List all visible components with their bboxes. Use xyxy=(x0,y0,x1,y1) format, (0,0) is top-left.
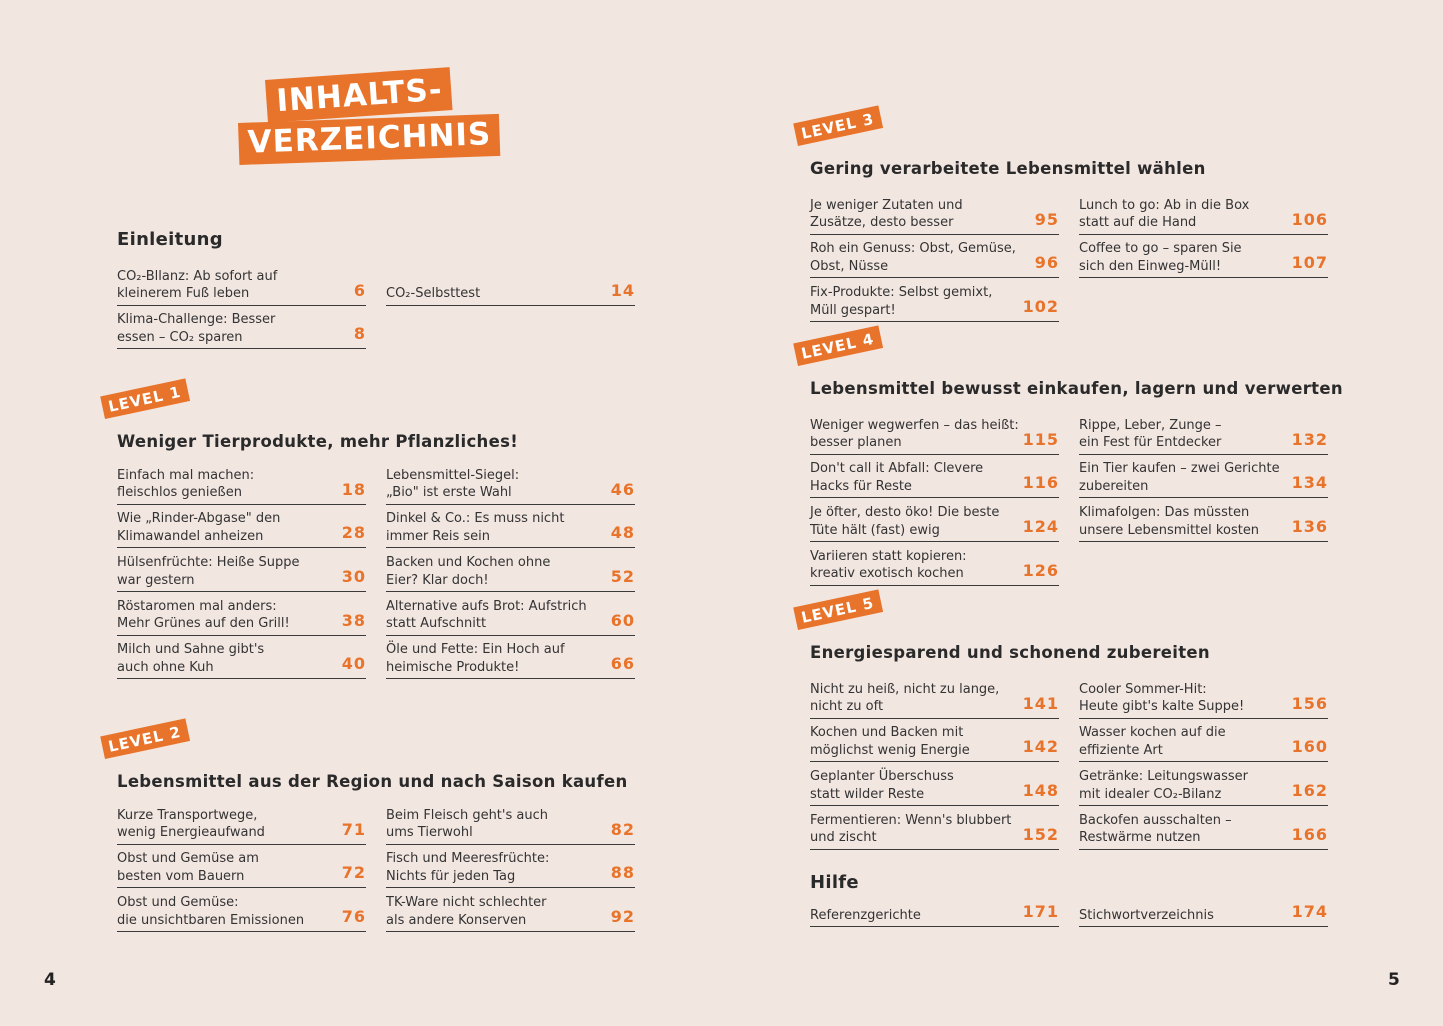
toc-entry[interactable] xyxy=(117,636,366,680)
toc-entry-page: 116 xyxy=(1022,473,1059,493)
toc-entry-title: Kochen und Backen mit möglichst wenig Energie xyxy=(810,725,970,758)
toc-entry[interactable] xyxy=(117,548,366,592)
toc-column-right xyxy=(386,801,635,932)
toc-entry-title: CO₂-Selbsttest xyxy=(386,286,481,302)
toc-entry-title: Röstaromen mal anders: Mehr Grünes auf den Grill! xyxy=(117,598,290,632)
toc-entry-page: 96 xyxy=(1034,253,1059,273)
level-badge: LEVEL 5 xyxy=(793,589,883,630)
toc-column-left xyxy=(810,885,1059,927)
toc-column-left xyxy=(117,461,366,679)
toc-column-right xyxy=(1079,191,1328,278)
level-badge: LEVEL 4 xyxy=(793,325,883,366)
toc-entry-title: Beim Fleisch geht's auch ums Tierwohl xyxy=(386,807,548,841)
toc-entry-page: 171 xyxy=(1022,902,1059,921)
toc-entry-page: 72 xyxy=(341,863,366,883)
toc-entry-page: 52 xyxy=(610,567,635,587)
toc-entry-page: 141 xyxy=(1022,693,1059,713)
toc-entry-title: Lunch to go: Ab in die Box statt auf die Hand xyxy=(1079,197,1250,231)
toc-entry-title: Alternative aufs Brot: Aufstrich statt Aufschnitt xyxy=(386,598,587,632)
toc-entry-title: Öle und Fette: Ein Hoch auf heimische Produkte! xyxy=(386,642,565,675)
toc-entry-page: 30 xyxy=(341,567,366,587)
title-line-1: INHALTS- xyxy=(265,67,453,123)
toc-entry[interactable] xyxy=(810,806,1059,850)
toc-entry-page: 95 xyxy=(1034,209,1059,229)
toc-entry-title: Milch und Sahne gibt's auch ohne Kuh xyxy=(117,642,265,675)
page-number-left: 4 xyxy=(44,970,56,990)
toc-entry-title: Fisch und Meeresfrüchte: Nichts für jeden Tag xyxy=(386,851,550,884)
section-title: Weniger Tierprodukte, mehr Pflanzliches! xyxy=(117,432,519,451)
toc-entry-page: 148 xyxy=(1022,781,1059,801)
toc-entry-page: 160 xyxy=(1291,737,1328,757)
section-title: Lebensmittel bewusst einkaufen, lagern und verwerten xyxy=(810,379,1343,398)
toc-entry-page: 134 xyxy=(1291,473,1328,493)
toc-entry-title: Fix-Produkte: Selbst gemixt, Müll gespart! xyxy=(810,285,993,318)
toc-entry-title: Geplanter Überschuss statt wilder Reste xyxy=(810,769,954,802)
toc-column-right xyxy=(386,262,635,306)
toc-entry-page: 14 xyxy=(610,280,635,300)
toc-entry-title: CO₂-Bllanz: Ab sofort auf kleinerem Fuß leben xyxy=(117,268,278,302)
toc-entry-page: 48 xyxy=(610,523,635,543)
toc-entry-title: Obst und Gemüse am besten vom Bauern xyxy=(117,851,259,884)
toc-entry[interactable] xyxy=(1079,191,1328,235)
toc-entry-title: Klimafolgen: Das müssten unsere Lebensmittel kosten xyxy=(1079,505,1260,538)
toc-entry-page: 115 xyxy=(1022,429,1059,449)
toc-entry[interactable] xyxy=(117,505,366,549)
toc-entry-page: 124 xyxy=(1022,517,1059,537)
toc-entry[interactable] xyxy=(810,498,1059,542)
toc-entry-page: 88 xyxy=(610,863,635,883)
toc-entry-title: Dinkel & Co.: Es muss nicht immer Reis sein xyxy=(386,511,565,544)
toc-entry-page: 162 xyxy=(1291,781,1328,801)
toc-entry[interactable] xyxy=(810,455,1059,499)
toc-entry-page: 66 xyxy=(610,654,635,674)
toc-entry-page: 38 xyxy=(341,610,366,630)
toc-column-left xyxy=(117,262,366,349)
toc-entry[interactable] xyxy=(386,461,635,505)
toc-entry-page: 174 xyxy=(1291,902,1328,921)
toc-entry[interactable] xyxy=(386,548,635,592)
page-number-right: 5 xyxy=(1388,970,1400,990)
toc-entry-page: 142 xyxy=(1022,737,1059,757)
toc-entry[interactable] xyxy=(810,278,1059,322)
toc-entry-title: Klima-Challenge: Besser essen – CO₂ sparen xyxy=(117,312,276,345)
toc-entry-title: Wie „Rinder-Abgase" den Klimawandel anheizen xyxy=(117,511,281,544)
section-title: Hilfe xyxy=(810,872,859,893)
toc-entry-title: Backen und Kochen ohne Eier? Klar doch! xyxy=(386,555,551,588)
toc-entry-page: 8 xyxy=(353,324,366,344)
toc-entry-title: Kurze Transportwege, wenig Energieaufwand xyxy=(117,807,265,841)
toc-entry-title: Getränke: Leitungswasser mit idealer CO₂-Bilanz xyxy=(1079,769,1249,802)
toc-column-right xyxy=(1079,885,1328,927)
toc-entry[interactable] xyxy=(117,262,366,306)
toc-entry[interactable] xyxy=(117,888,366,932)
toc-entry-page: 156 xyxy=(1291,693,1328,713)
toc-entry[interactable] xyxy=(1079,498,1328,542)
toc-entry[interactable] xyxy=(1079,235,1328,279)
toc-entry[interactable] xyxy=(386,262,635,306)
toc-entry-page: 18 xyxy=(341,479,366,499)
toc-column-left xyxy=(810,675,1059,850)
toc-entry-page: 40 xyxy=(341,654,366,674)
toc-entry-title: TK-Ware nicht schlechter als andere Konserven xyxy=(386,895,547,928)
toc-entry[interactable] xyxy=(1079,411,1328,455)
toc-entry-page: 82 xyxy=(610,819,635,839)
toc-entry[interactable] xyxy=(386,592,635,636)
toc-entry[interactable] xyxy=(1079,885,1328,927)
toc-entry[interactable] xyxy=(386,636,635,680)
toc-entry[interactable] xyxy=(117,306,366,350)
toc-entry[interactable] xyxy=(810,885,1059,927)
toc-entry-page: 92 xyxy=(610,907,635,927)
section-title: Lebensmittel aus der Region und nach Saison kaufen xyxy=(117,772,628,791)
toc-entry[interactable] xyxy=(1079,806,1328,850)
toc-entry-page: 102 xyxy=(1022,297,1059,317)
toc-entry[interactable] xyxy=(1079,719,1328,763)
toc-entry-title: Stichwortverzeichnis xyxy=(1079,907,1214,923)
toc-entry-title: Je weniger Zutaten und Zusätze, desto besser xyxy=(810,197,963,231)
level-badge: LEVEL 3 xyxy=(793,105,883,146)
toc-entry[interactable] xyxy=(810,191,1059,235)
toc-entry-title: Backofen ausschalten – Restwärme nutzen xyxy=(1079,812,1232,846)
toc-entry-title: Rippe, Leber, Zunge – ein Fest für Entdecker xyxy=(1079,417,1222,451)
toc-entry-page: 132 xyxy=(1291,429,1328,449)
level-badge: LEVEL 2 xyxy=(100,718,190,759)
level-badge: LEVEL 1 xyxy=(100,378,190,419)
toc-entry[interactable] xyxy=(810,411,1059,455)
toc-entry[interactable] xyxy=(810,675,1059,719)
toc-column-right xyxy=(1079,411,1328,542)
toc-entry-page: 107 xyxy=(1291,253,1328,273)
toc-entry[interactable] xyxy=(386,505,635,549)
toc-entry[interactable] xyxy=(810,235,1059,279)
section-title: Gering verarbeitete Lebensmittel wählen xyxy=(810,159,1206,178)
toc-entry-title: Referenzgerichte xyxy=(810,907,921,923)
toc-entry[interactable] xyxy=(1079,762,1328,806)
toc-entry-title: Variieren statt kopieren: kreativ exotisch kochen xyxy=(810,548,967,582)
toc-entry-page: 76 xyxy=(341,907,366,927)
toc-entry-title: Cooler Sommer-Hit: Heute gibt's kalte Suppe! xyxy=(1079,681,1245,715)
toc-entry-title: Hülsenfrüchte: Heiße Suppe war gestern xyxy=(117,555,300,588)
toc-entry-page: 166 xyxy=(1291,824,1328,844)
toc-entry-page: 28 xyxy=(341,523,366,543)
toc-entry[interactable] xyxy=(810,542,1059,586)
toc-entry-page: 46 xyxy=(610,479,635,499)
toc-entry-title: Einfach mal machen: fleischlos genießen xyxy=(117,467,255,501)
toc-entry[interactable] xyxy=(386,801,635,845)
toc-column-right xyxy=(1079,675,1328,850)
title-line-2: VERZEICHNIS xyxy=(238,114,500,165)
toc-column-left xyxy=(117,801,366,932)
toc-entry[interactable] xyxy=(810,762,1059,806)
toc-entry-page: 136 xyxy=(1291,517,1328,537)
toc-entry-page: 6 xyxy=(353,280,366,300)
toc-entry-page: 60 xyxy=(610,610,635,630)
toc-entry-page: 71 xyxy=(341,819,366,839)
toc-entry-title: Nicht zu heiß, nicht zu lange, nicht zu oft xyxy=(810,681,1000,715)
toc-entry-title: Coffee to go – sparen Sie sich den Einweg-Müll! xyxy=(1079,241,1242,274)
toc-entry-page: 152 xyxy=(1022,824,1059,844)
toc-entry[interactable] xyxy=(386,845,635,889)
toc-entry[interactable] xyxy=(117,461,366,505)
toc-entry[interactable] xyxy=(117,592,366,636)
toc-entry-title: Fermentieren: Wenn's blubbert und zischt xyxy=(810,812,1012,846)
toc-entry-title: Obst und Gemüse: die unsichtbaren Emissionen xyxy=(117,895,305,928)
toc-entry-title: Roh ein Genuss: Obst, Gemüse, Obst, Nüsse xyxy=(810,241,1016,274)
toc-entry-title: Je öfter, desto öko! Die beste Tüte hält (fast) ewig xyxy=(810,505,1000,538)
toc-entry-title: Wasser kochen auf die effiziente Art xyxy=(1079,725,1226,758)
toc-entry-page: 126 xyxy=(1022,560,1059,580)
toc-entry-title: Lebensmittel-Siegel: „Bio" ist erste Wahl xyxy=(386,467,520,501)
toc-entry[interactable] xyxy=(1079,675,1328,719)
toc-column-left xyxy=(810,411,1059,586)
toc-entry[interactable] xyxy=(117,845,366,889)
toc-column-left xyxy=(810,191,1059,322)
toc-entry-title: Weniger wegwerfen – das heißt: besser planen xyxy=(810,417,1019,451)
toc-entry[interactable] xyxy=(1079,455,1328,499)
toc-entry-title: Ein Tier kaufen – zwei Gerichte zubereiten xyxy=(1079,461,1280,494)
toc-entry-page: 106 xyxy=(1291,209,1328,229)
section-title: Einleitung xyxy=(117,229,223,250)
toc-entry[interactable] xyxy=(386,888,635,932)
toc-entry[interactable] xyxy=(117,801,366,845)
toc-entry[interactable] xyxy=(810,719,1059,763)
toc-column-right xyxy=(386,461,635,679)
section-title: Energiesparend und schonend zubereiten xyxy=(810,643,1210,662)
toc-entry-title: Don't call it Abfall: Clevere Hacks für Reste xyxy=(810,461,984,494)
